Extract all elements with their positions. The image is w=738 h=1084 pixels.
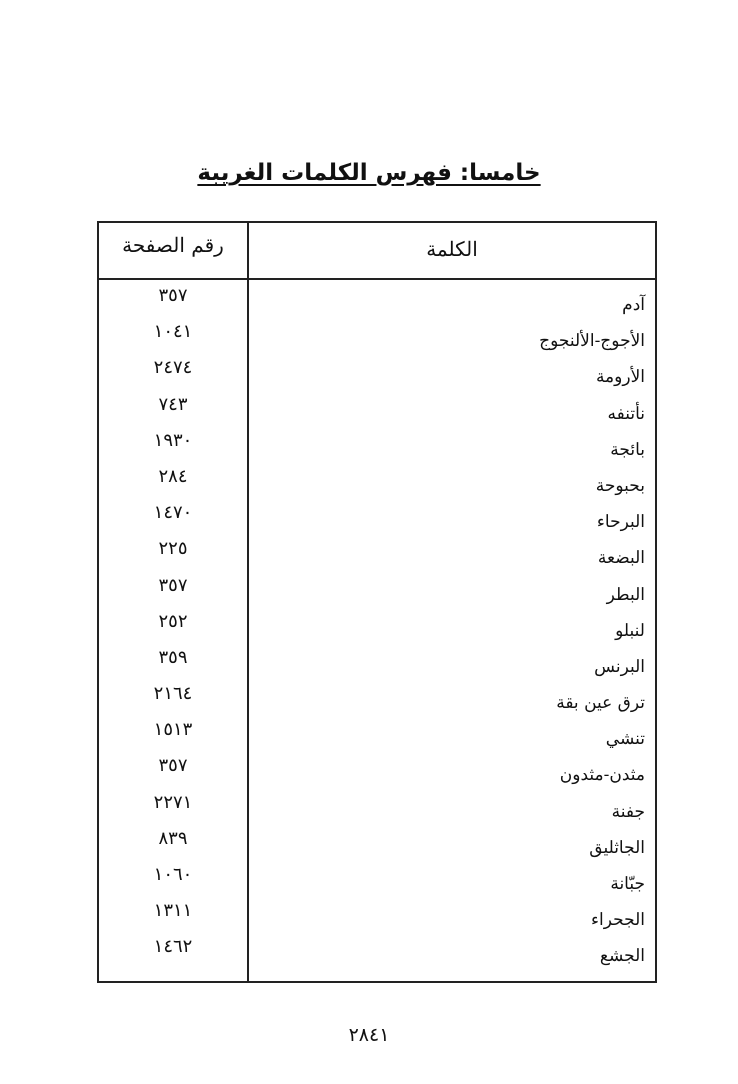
table-row — [99, 357, 655, 393]
row-word: نأتنفه — [607, 403, 645, 424]
row-page-number: ٢٥٢ — [158, 610, 188, 632]
table-row — [99, 430, 655, 466]
row-word: جبّانة — [610, 874, 645, 894]
table-row — [99, 755, 655, 791]
row-page-number: ١٤٦٢ — [153, 936, 193, 958]
table-row — [99, 936, 655, 972]
row-word: الجحراء — [591, 910, 645, 931]
row-word: مثدن-مثدون — [559, 765, 645, 786]
table-row — [99, 538, 655, 574]
table-row — [99, 321, 655, 357]
row-page-number: ١٤٧٠ — [153, 502, 193, 524]
header-page-number: رقم الصفحة — [122, 233, 224, 257]
row-page-number: ٢٢٧١ — [153, 791, 193, 813]
row-page-number: ٣٥٧ — [158, 755, 188, 777]
table-row — [99, 502, 655, 538]
table-row — [99, 719, 655, 755]
row-page-number: ١٠٦٠ — [153, 864, 193, 885]
row-word: جفنة — [611, 801, 645, 822]
row-page-number: ٣٥٩ — [158, 646, 188, 668]
table-row — [99, 683, 655, 719]
page-number: ٢٨٤١ — [348, 1024, 390, 1046]
row-page-number: ٣٥٧ — [158, 285, 188, 306]
table-row — [99, 864, 655, 900]
row-page-number: ٢٢٥ — [158, 538, 188, 560]
row-page-number: ٢٤٧٤ — [153, 357, 193, 379]
row-word: الأجوج-الألنجوج — [539, 331, 645, 352]
table-row — [99, 611, 655, 647]
table-body — [99, 285, 655, 973]
row-page-number: ١٠٤١ — [153, 321, 193, 343]
row-word: بحبوحة — [595, 475, 645, 496]
row-page-number: ٢٨٤ — [158, 465, 188, 487]
row-page-number: ٢١٦٤ — [153, 683, 193, 705]
table-header — [99, 223, 655, 280]
row-page-number: ٣٥٧ — [158, 574, 188, 596]
glossary-table — [97, 221, 657, 983]
row-word: تنشي — [605, 729, 645, 750]
row-word: البطر — [606, 584, 645, 605]
row-word: لنبلو — [615, 620, 645, 641]
table-row — [99, 575, 655, 611]
table-row — [99, 466, 655, 502]
row-word: البرنس — [594, 656, 645, 677]
page-title: خامسا: فهرس الكلمات الغريبة — [197, 160, 541, 186]
table-row — [99, 900, 655, 936]
row-word: آدم — [622, 295, 645, 315]
row-word: الأرومة — [595, 367, 645, 388]
row-page-number: ١٣١١ — [153, 900, 193, 922]
row-word: بائجة — [610, 439, 645, 460]
row-word: الجاثليق — [589, 837, 645, 858]
table-row — [99, 285, 655, 321]
row-word: البرحاء — [596, 512, 645, 533]
row-page-number: ٨٣٩ — [158, 827, 188, 849]
table-row — [99, 647, 655, 683]
header-word: الكلمة — [426, 237, 478, 261]
row-page-number: ١٩٣٠ — [153, 429, 193, 451]
table-row — [99, 828, 655, 864]
row-word: الجشع — [599, 946, 645, 967]
row-page-number: ١٥١٣ — [153, 719, 193, 741]
table-row — [99, 394, 655, 430]
table-row — [99, 792, 655, 828]
row-word: ترق عين بقة — [556, 693, 645, 714]
row-page-number: ٧٤٣ — [158, 393, 188, 415]
row-word: البضعة — [597, 548, 645, 569]
